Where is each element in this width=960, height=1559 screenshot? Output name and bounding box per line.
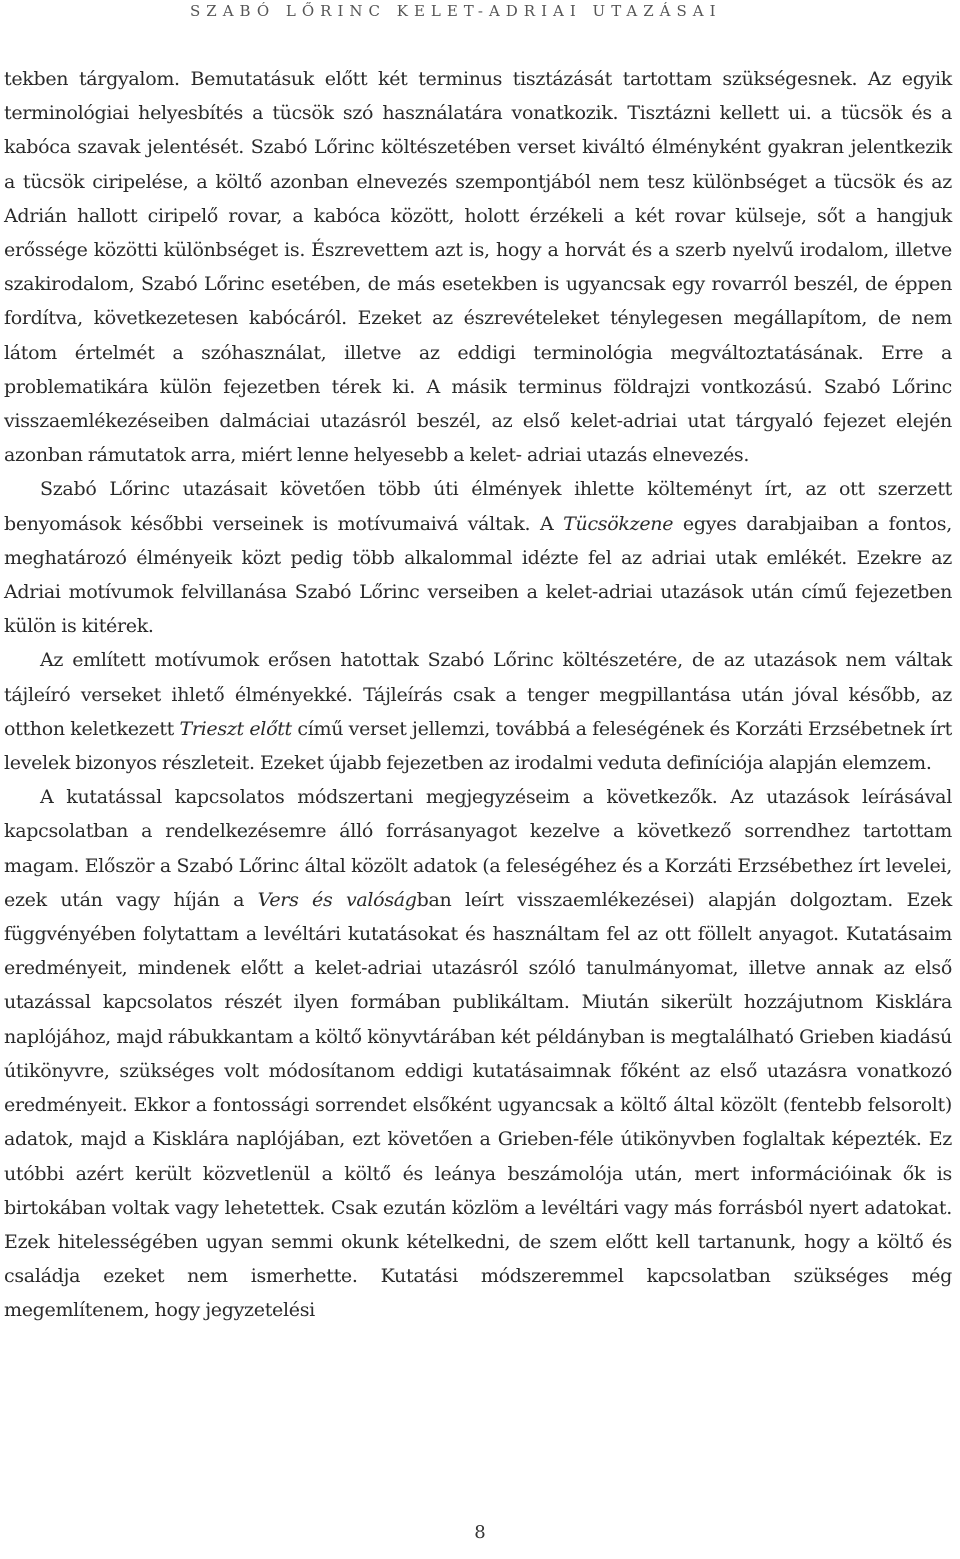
text-run: Az említett motívumok erősen hatottak Szabó Lőrinc költészetére, de az utazások nem váltak tájleíró verseket ihlető élményekké. Tájleírás csak a tenger megpillantása után jóval később, az otthon keletkezett	[4, 649, 952, 740]
text-run: tekben tárgyalom. Bemutatásuk előtt két terminus tisztázását tartottam szükségesnek. Az egyik terminológiai helyesbítés a tücsök szó használatára vonatkozik. Tisztázni kellett ui. a tücsök és a kabóca szavak jelentését. Szabó Lőrinc költészetében verset kiváltó élményként gyakran jelentkezik a tücsök ciripelése, a költő azonban elnevezés szempontjából nem tesz különbséget a tücsök és az Adrián hallott ciripelő rovar, a kabóca között, holott érzékeli a két rovar külseje, sőt a hangjuk erőssége közötti különbséget is. Észrevettem azt is, hogy a horvát és a szerb nyelvű irodalom, illetve szakirodalom, Szabó Lőrinc esetében, de más esetekben is ugyancsak egy rovarról beszél, de éppen fordítva, következetesen kabócáról. Ezeket az észrevételeket ténylegesen megállapítom, de nem látom értelmét a szóhasználat, illetve az eddigi terminológia megváltoztatásának. Erre a problematikára külön fejezetben térek ki. A másik terminus földrajzi vontkozású. Szabó Lőrinc visszaemlékezéseiben dalmáciai utazásról beszél, az első kelet-adriai utat tárgyaló fejezet elején azonban rámutatok arra, miért lenne helyesebb a kelet- adriai utazás elnevezés.	[4, 68, 952, 467]
italic-title: Vers és valóság	[257, 888, 417, 911]
body-text	[4, 62, 952, 1328]
italic-title: Tücsökzene	[563, 512, 674, 535]
page-number: 8	[474, 1522, 486, 1543]
paragraph-1	[4, 62, 952, 472]
text-run: ban leírt visszaemlékezései) alapján dolgoztam. Ezek függvényében folytattam a levéltári kutatásokat és használtam fel az ott föllelt anyagot. Kutatásaim eredményeit, mindenek előtt a kelet-adriai utazásról szóló tanulmányomat, illetve annak az első utazással kapcsolatos részét ilyen formában publikáltam. Miután sikerült hozzájutnom Kisklára naplójához, majd rábukkantam a költő könyvtárában két példányban is megtalálható Grieben kiadású útikönyvre, szükséges volt módosítanom eddigi kutatásaimnak főként az első utazásra vonatkozó eredményeit. Ekkor a fontossági sorrendet elsőként ugyancsak a költő által közölt (fentebb felsorolt) adatok, majd a Kisklára naplójában, ezt követően a Grieben-féle útikönyvben foglaltak képezték. Ez utóbbi azért került közvetlenül a költő és leánya beszámolója után, mert információinak ők is birtokában voltak vagy lehetettek. Csak ezután közlöm a levéltári vagy más forrásból nyert adatokat. Ezek hitelességében ugyan semmi okunk kételkedni, de szem előtt kell tartanunk, hogy a költő és családja ezeket nem ismerhette. Kutatási módszeremmel kapcsolatban szükséges még megemlítenem, hogy jegyzetelési	[4, 888, 952, 1322]
running-header: SZABÓ LŐRINC KELET-ADRIAI UTAZÁSAI	[190, 2, 722, 20]
italic-title: Trieszt előtt	[179, 717, 292, 740]
text-run: Szabó Lőrinc utazásait követően több úti élmények ihlette költeményt írt, az ott szerzett benyomások későbbi verseinek is motívumaivá váltak. A	[4, 478, 952, 535]
paragraph-2	[4, 472, 952, 643]
paragraph-3	[4, 643, 952, 780]
text-run: című verset jellemzi, továbbá a feleségének és Korzáti Erzsébetnek írt levelek bizonyos részleteit. Ezeket újabb fejezetben az irodalmi veduta definíciója alapján elemzem.	[4, 717, 952, 775]
text-run: egyes darabjaiban a fontos, meghatározó élményeik közt pedig több alkalommal idézte fel az adriai utak emlékét. Ezekre az Adriai motívumok felvillanása Szabó Lőrinc verseiben a kelet-adriai utazások után című fejezetben külön is kitérek.	[4, 512, 952, 638]
paragraph-4	[4, 780, 952, 1327]
text-run: A kutatással kapcsolatos módszertani megjegyzéseim a következők. Az utazások leírásával kapcsolatban a rendelkezésemre álló forrásanyagot kezelve a következő sorrendhez tartottam magam. Először a Szabó Lőrinc által közölt adatok (a feleségéhez és a Korzáti Erzsébethez írt levelei, ezek után vagy híján a	[4, 786, 952, 911]
